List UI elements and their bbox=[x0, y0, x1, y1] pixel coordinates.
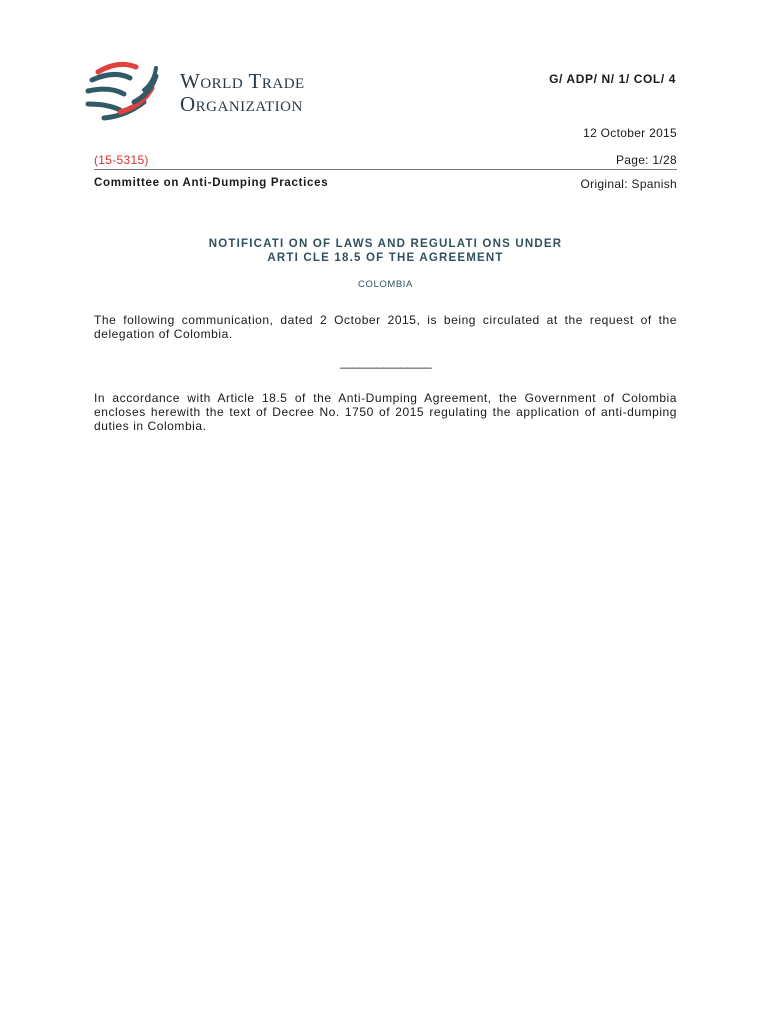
page-number: Page: 1/28 bbox=[615, 153, 677, 167]
original-language: Original: Spanish bbox=[580, 177, 677, 191]
intro-paragraph: The following communication, dated 2 October 2015, is being circulated at the request of the delegation of Colombia. bbox=[94, 313, 677, 341]
header-divider bbox=[94, 169, 677, 170]
document-symbol: G/ ADP/ N/ 1/ COL/ 4 bbox=[549, 72, 676, 86]
body-paragraph: In accordance with Article 18.5 of the Anti-Dumping Agreement, the Government of Colombia encloses herewith the text of Decree No. 1750 of 2015 regulating the application of anti-dumping duties in Colombia. bbox=[94, 391, 677, 433]
country-heading: COLOMBIA bbox=[358, 279, 413, 290]
title-line2: ARTI CLE 18.5 OF THE AGREEMENT bbox=[267, 252, 504, 264]
document-number: (15-5315) bbox=[94, 153, 149, 167]
title-line1: NOTIFICATI ON OF LAWS AND REGULATI ONS UNDER bbox=[208, 238, 563, 250]
wto-logo-icon bbox=[84, 58, 164, 128]
separator-line: _______________ bbox=[339, 355, 432, 369]
org-name-line1: World Trade bbox=[180, 69, 305, 93]
organization-name bbox=[180, 70, 305, 116]
notification-title bbox=[94, 237, 677, 265]
org-name-line2: Organization bbox=[180, 92, 303, 116]
committee-name: Committee on Anti-Dumping Practices bbox=[94, 177, 329, 189]
document-date: 12 October 2015 bbox=[583, 126, 677, 140]
